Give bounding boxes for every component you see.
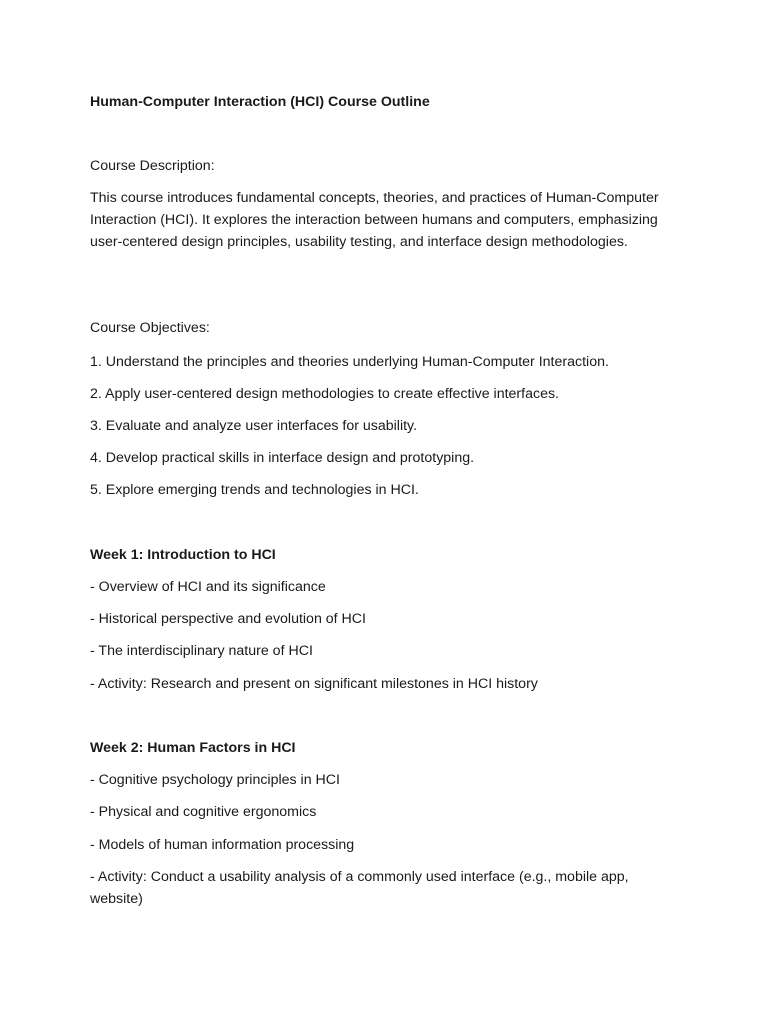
week-2-list-item: - Models of human information processing xyxy=(90,837,355,853)
week-2-list-item: - Physical and cognitive ergonomics xyxy=(90,804,317,820)
objective-item: 4. Develop practical skills in interface design and prototyping. xyxy=(90,450,475,466)
objective-item: 2. Apply user-centered design methodologies to create effective interfaces. xyxy=(90,386,559,402)
course-objectives-heading: Course Objectives: xyxy=(90,320,210,336)
document-title: Human-Computer Interaction (HCI) Course Outline xyxy=(90,94,430,110)
week-1-list-item: - Historical perspective and evolution of HCI xyxy=(90,611,366,627)
week-2-list-item: - Cognitive psychology principles in HCI xyxy=(90,772,340,788)
objective-item: 3. Evaluate and analyze user interfaces for usability. xyxy=(90,418,418,434)
week-2-list-item: - Activity: Conduct a usability analysis of a commonly used interface (e.g., mobile app, website) xyxy=(90,869,629,907)
course-description-paragraph: This course introduces fundamental concepts, theories, and practices of Human-Computer Interaction (HCI). It explores the interaction between humans and computers, emphasizing user-centered design principles, usability testing, and interface design methodologies. xyxy=(90,190,659,250)
week-1-list-item: - Overview of HCI and its significance xyxy=(90,579,326,595)
week-1-heading: Week 1: Introduction to HCI xyxy=(90,547,276,563)
objective-item: 1. Understand the principles and theories underlying Human-Computer Interaction. xyxy=(90,354,609,370)
week-1-list-item: - The interdisciplinary nature of HCI xyxy=(90,643,313,659)
objective-item: 5. Explore emerging trends and technologies in HCI. xyxy=(90,482,419,498)
week-1-list-item: - Activity: Research and present on significant milestones in HCI history xyxy=(90,676,538,692)
week-2-heading: Week 2: Human Factors in HCI xyxy=(90,740,296,756)
course-description-heading: Course Description: xyxy=(90,158,215,174)
